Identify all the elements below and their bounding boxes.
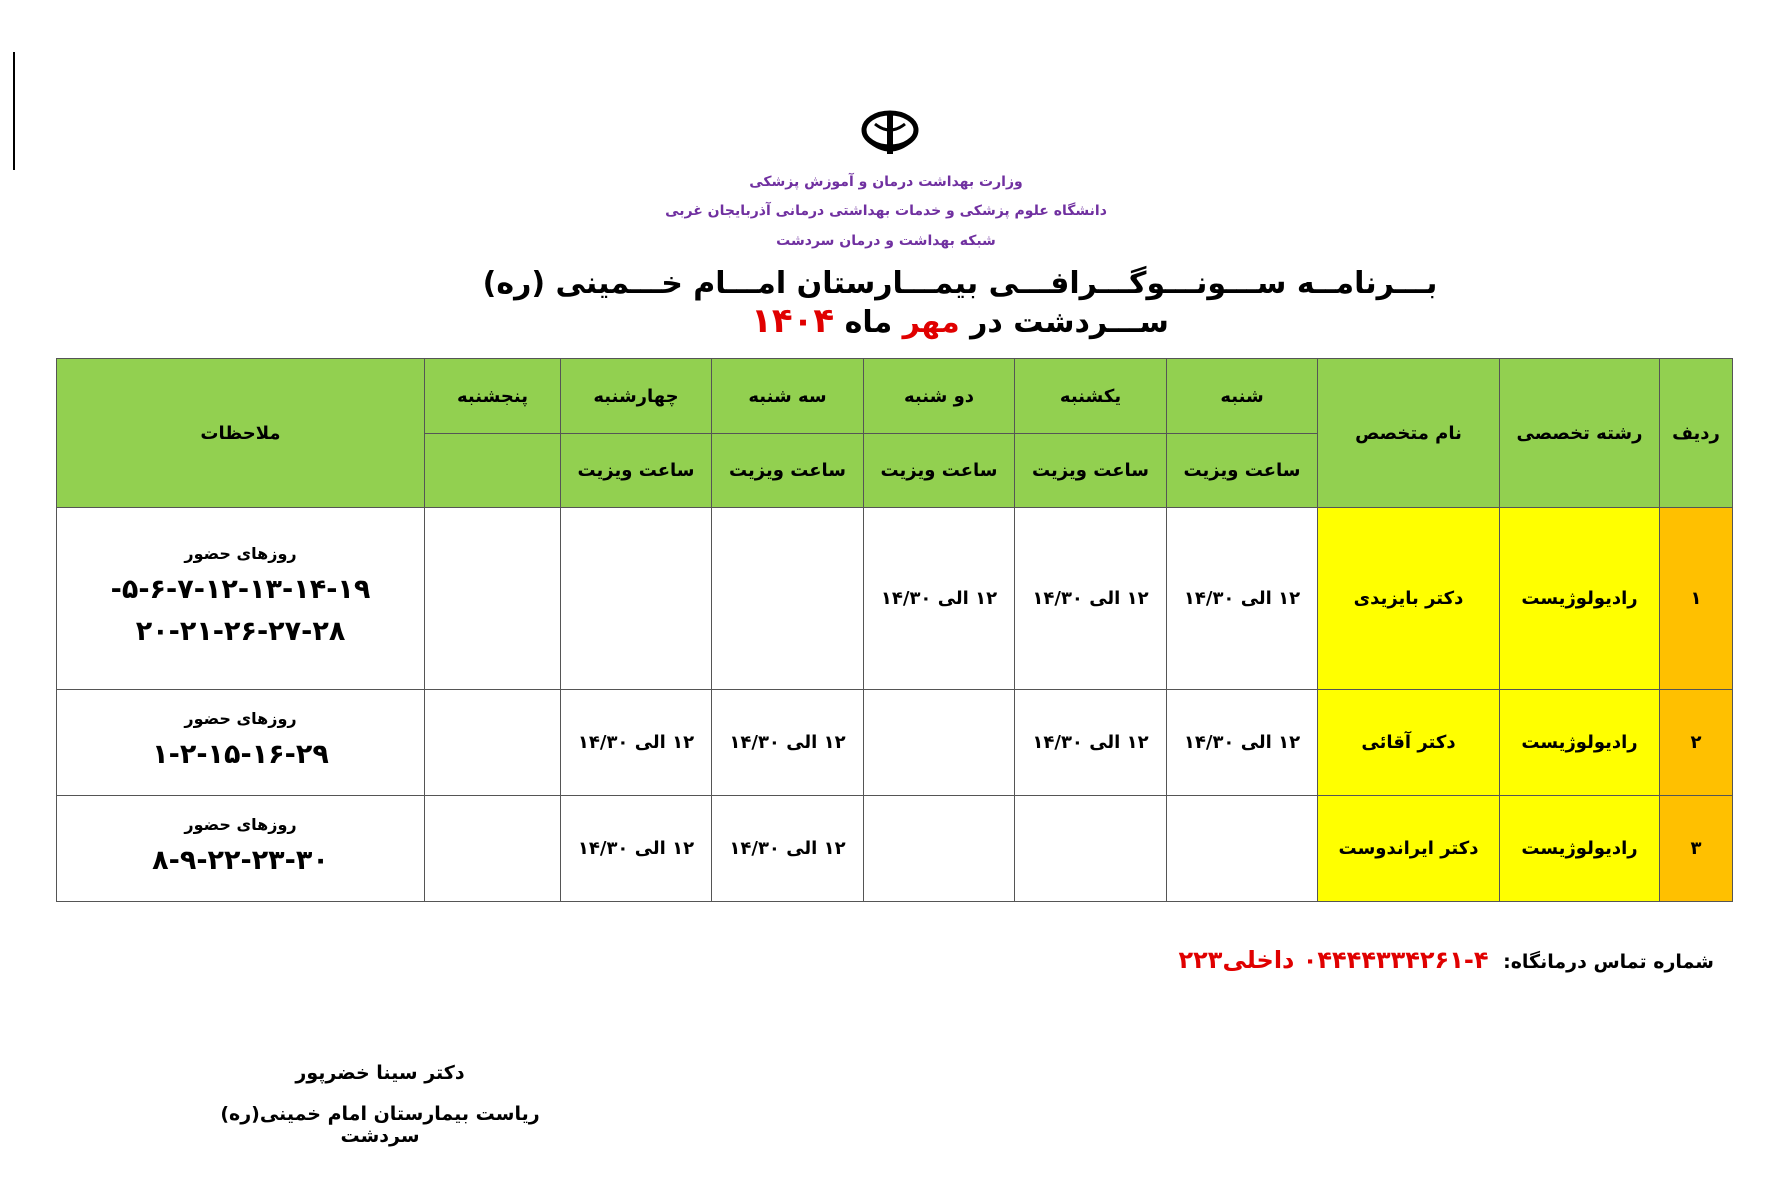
header-day-monday: دو شنبه (864, 359, 1015, 434)
visit-time-cell: ۱۲ الی ۱۴/۳۰ (1167, 690, 1318, 796)
header-visit-time: ساعت ویزیت (1167, 434, 1318, 508)
visit-time-cell (864, 796, 1015, 902)
notes-cell (57, 508, 425, 690)
page-edge-line (13, 52, 15, 170)
row-number: ۱ (1660, 508, 1733, 690)
header-row-number: ردیف (1660, 359, 1733, 508)
health-network-name: شبکه بهداشت و درمان سردشت (776, 233, 996, 249)
visit-time-cell: ۱۲ الی ۱۴/۳۰ (864, 508, 1015, 690)
visit-time-cell: ۱۲ الی ۱۴/۳۰ (561, 690, 712, 796)
table-row (57, 508, 1733, 690)
title-month-word: ماه (844, 305, 893, 340)
attendance-days-label: روزهای حضور (184, 544, 297, 563)
visit-time-cell: ۱۲ الی ۱۴/۳۰ (1015, 690, 1167, 796)
header-visit-time: ساعت ویزیت (864, 434, 1015, 508)
attendance-days: ۱-۲-۱۵-۱۶-۲۹ (152, 739, 329, 770)
ministry-name: وزارت بهداشت درمان و آموزش پزشکی (749, 174, 1023, 190)
signatory-title: ریاست بیمارستان امام خمینی(ره) سردشت (220, 1103, 540, 1147)
visit-time-cell: ۱۲ الی ۱۴/۳۰ (561, 796, 712, 902)
visit-time-cell (561, 508, 712, 690)
row-number: ۲ (1660, 690, 1733, 796)
header-day-wednesday: چهارشنبه (561, 359, 712, 434)
header-visit-time: ساعت ویزیت (712, 434, 864, 508)
header-notes: ملاحظات (57, 359, 425, 508)
visit-time-cell (1167, 796, 1318, 902)
doctor-name-cell: دکتر آقائی (1318, 690, 1500, 796)
header-visit-time-empty (425, 434, 561, 508)
doctor-name-cell: دکتر ایراندوست (1318, 796, 1500, 902)
header-specialty: رشته تخصصی (1500, 359, 1660, 508)
attendance-days-label: روزهای حضور (184, 815, 297, 834)
header-visit-time: ساعت ویزیت (561, 434, 712, 508)
attendance-days: ۸-۹-۲۲-۲۳-۳۰ (152, 845, 329, 876)
specialty-cell: رادیولوژیست (1500, 796, 1660, 902)
visit-time-cell (425, 690, 561, 796)
visit-time-cell: ۱۲ الی ۱۴/۳۰ (1167, 508, 1318, 690)
visit-time-cell: ۱۲ الی ۱۴/۳۰ (712, 690, 864, 796)
specialty-cell: رادیولوژیست (1500, 690, 1660, 796)
notes-cell (57, 690, 425, 796)
attendance-days: ۵-۶-۷-۱۲-۱۳-۱۴-۱۹- ۲۰-۲۱-۲۶-۲۷-۲۸ (110, 574, 371, 647)
page-title (420, 266, 1500, 341)
visit-time-cell: ۱۲ الی ۱۴/۳۰ (712, 796, 864, 902)
header-day-sunday: یکشنبه (1015, 359, 1167, 434)
contact-number: ۴-۰۴۴۴۴۳۳۴۲۶۱ داخلی۲۲۳ (1178, 946, 1489, 974)
visit-time-cell: ۱۲ الی ۱۴/۳۰ (1015, 508, 1167, 690)
title-month: مهر (902, 305, 960, 340)
row-number: ۳ (1660, 796, 1733, 902)
header-day-thursday: پنجشنبه (425, 359, 561, 434)
clinic-contact (1178, 946, 1714, 974)
specialty-cell: رادیولوژیست (1500, 508, 1660, 690)
header-doctor-name: نام متخصص (1318, 359, 1500, 508)
table-row (57, 690, 1733, 796)
ministry-of-health-emblem-icon (861, 110, 919, 158)
doctor-name-cell: دکتر بایزیدی (1318, 508, 1500, 690)
notes-cell (57, 796, 425, 902)
contact-label: شماره تماس درمانگاه: (1503, 951, 1714, 973)
table-row (57, 796, 1733, 902)
header-day-saturday: شنبه (1167, 359, 1318, 434)
header-day-tuesday: سه شنبه (712, 359, 864, 434)
signatory-name: دکتر سینا خضرپور (295, 1062, 465, 1084)
university-name: دانشگاه علوم پزشکی و خدمات بهداشتی درمانی آذربایجان غربی (665, 203, 1107, 219)
visit-time-cell (425, 796, 561, 902)
title-year: ۱۴۰۴ (751, 301, 835, 341)
visit-time-cell (712, 508, 864, 690)
schedule-table (56, 358, 1733, 902)
visit-time-cell (1015, 796, 1167, 902)
title-main: بـــرنامــه ســـونـــوگـــرافـــی بیمـــارستان امـــام خـــمینی (ره) ســـردشت در (482, 266, 1438, 340)
visit-time-cell (425, 508, 561, 690)
visit-time-cell (864, 690, 1015, 796)
attendance-days-label: روزهای حضور (184, 709, 297, 728)
header-visit-time: ساعت ویزیت (1015, 434, 1167, 508)
